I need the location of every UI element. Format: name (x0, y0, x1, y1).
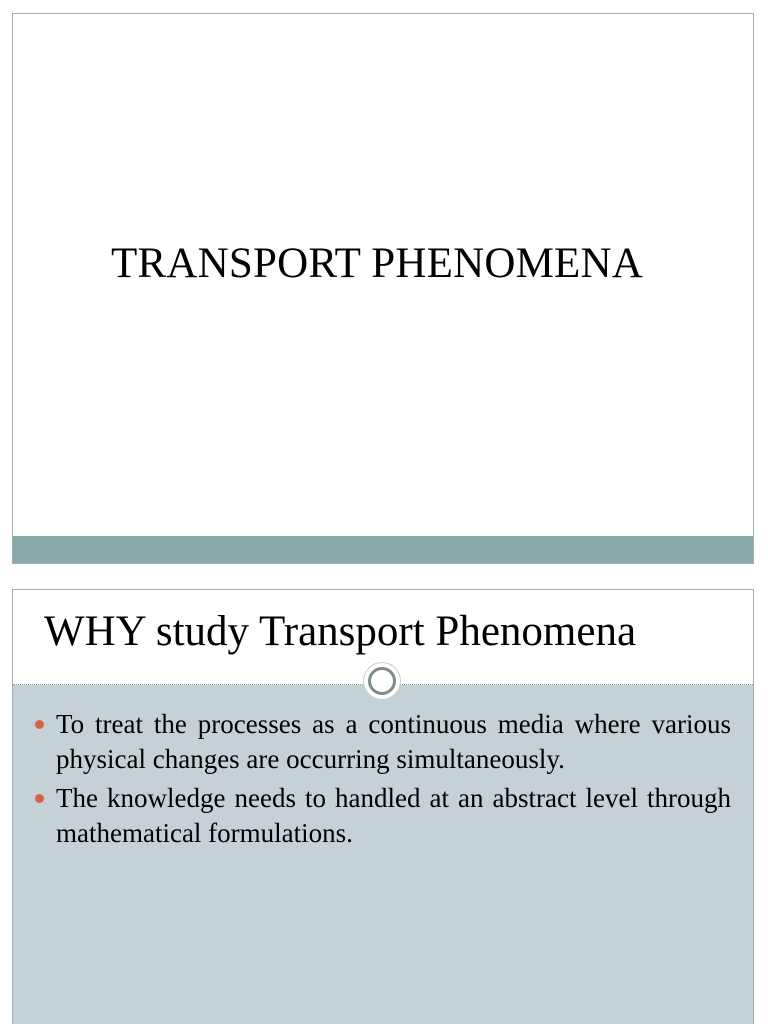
content-slide (12, 589, 754, 1024)
bullet-dot-icon (35, 720, 44, 729)
bullet-item (29, 707, 731, 777)
slide-title: TRANSPORT PHENOMENA (110, 240, 644, 287)
title-slide (12, 13, 754, 564)
accent-band (13, 536, 753, 563)
bullet-dot-icon (35, 794, 44, 803)
bullet-text: The knowledge needs to handled at an abstract level through mathematical formulations. (56, 783, 731, 848)
circle-ornament-ring (368, 667, 396, 695)
bullet-list (29, 707, 731, 855)
circle-ornament-icon (363, 662, 401, 700)
slide-title: WHY study Transport Phenomena (44, 608, 637, 655)
bullet-item (29, 781, 731, 851)
bullet-text: To treat the processes as a continuous media where various physical changes are occurring simultaneously. (56, 709, 731, 774)
